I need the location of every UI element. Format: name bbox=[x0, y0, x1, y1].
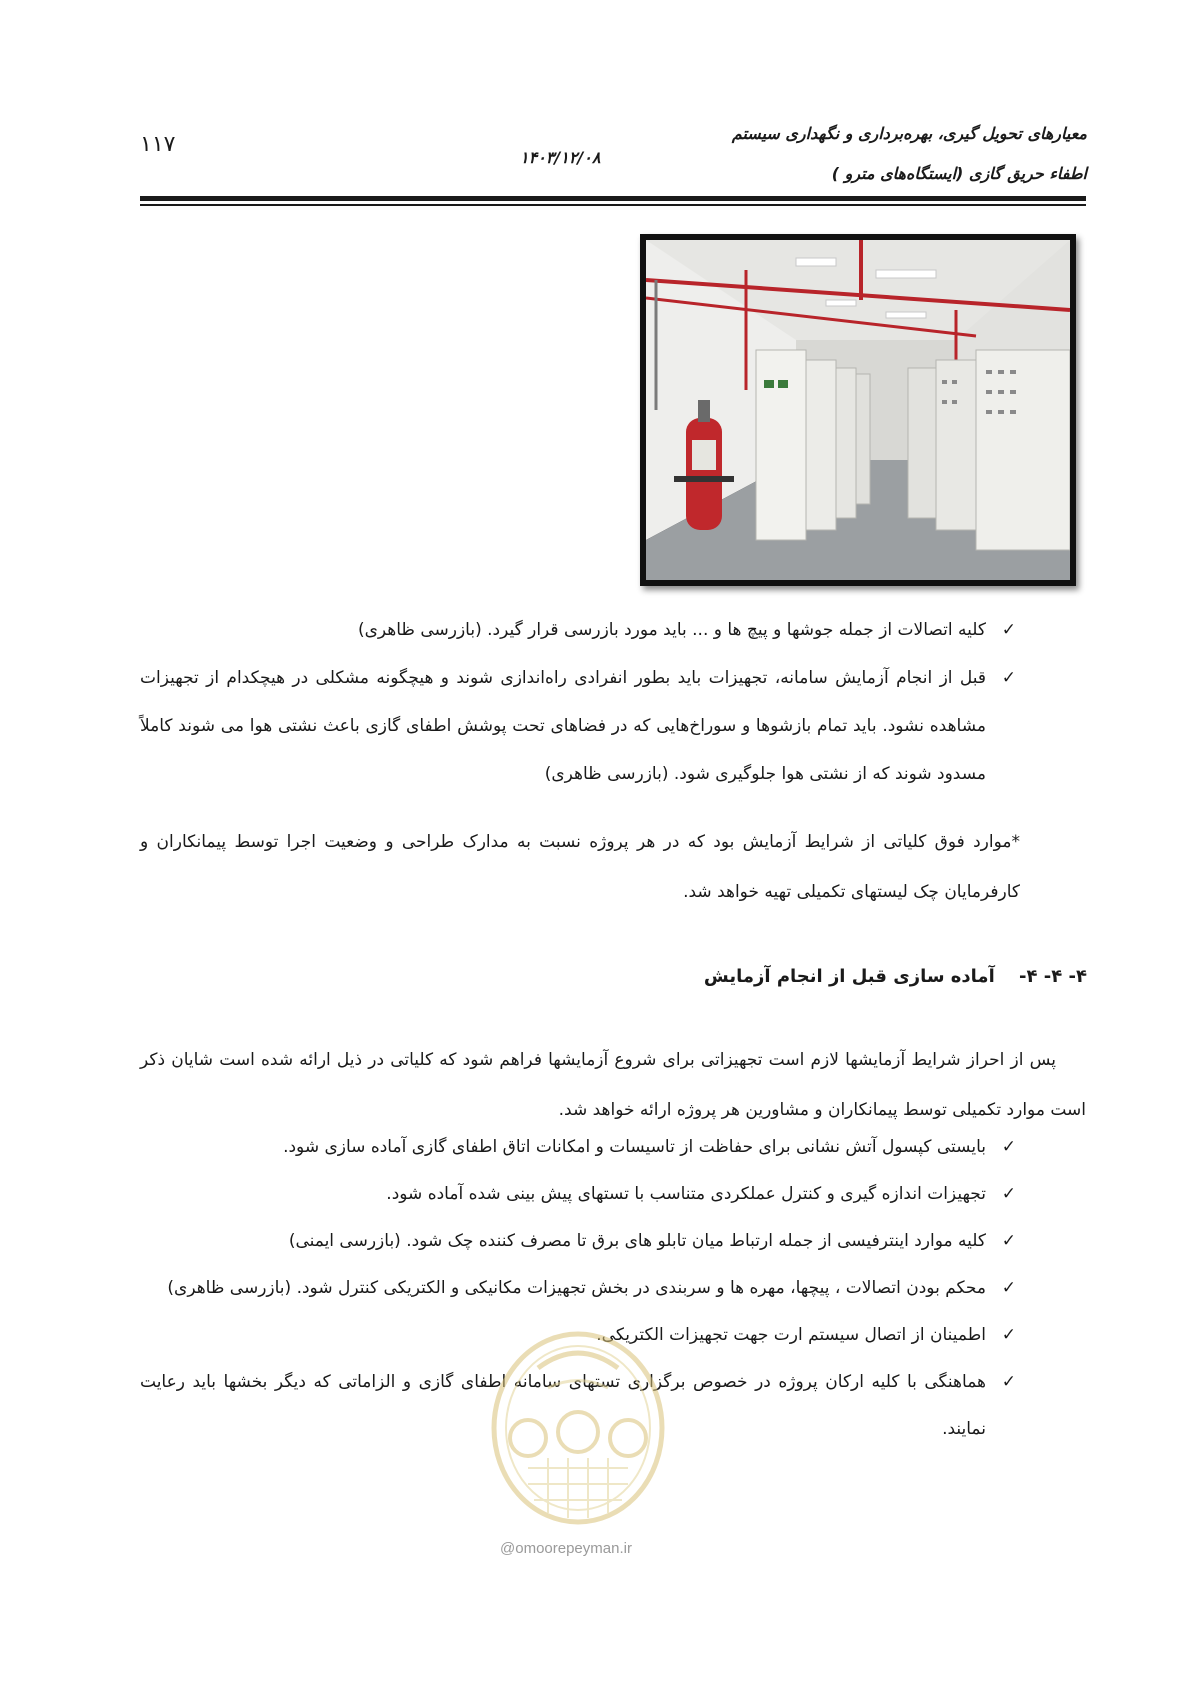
checkmark-icon: ✓ bbox=[1001, 1325, 1016, 1345]
list-item-text: اطمینان از اتصال سیستم ارت جهت تجهیزات الکتریکی. bbox=[596, 1325, 986, 1345]
section-number: ۴- ۴- ۴- bbox=[1019, 966, 1087, 987]
gas-suppression-room-photo bbox=[640, 234, 1076, 586]
list-item-text: تجهیزات اندازه گیری و کنترل عملکردی متناسب با تستهای پیش بینی شده آماده شود. bbox=[386, 1184, 986, 1204]
section-intro-paragraph: پس از احراز شرایط آزمایشها لازم است تجهیزاتی برای شروع آزمایشها فراهم شود که کلیاتی در ذیل ارائه شده است شایان ذکر است موارد تکمیلی توسط پیمانکاران و مشاورین هر پروژه ارائه خواهد شد. bbox=[140, 1050, 1086, 1120]
checkmark-icon: ✓ bbox=[1001, 1137, 1016, 1157]
photo-illustration bbox=[646, 240, 1070, 580]
checkmark-icon: ✓ bbox=[1001, 668, 1016, 688]
header-double-rule bbox=[140, 196, 1086, 206]
checkmark-icon: ✓ bbox=[1001, 620, 1016, 640]
list-item bbox=[140, 1218, 1020, 1265]
checkmark-icon: ✓ bbox=[1001, 1231, 1016, 1251]
list-item bbox=[140, 654, 1020, 798]
list-item-text: کلیه موارد اینترفیسی از جمله ارتباط میان تابلو های برق تا مصرف کننده چک شود. (بازرسی ایمنی) bbox=[288, 1231, 986, 1251]
page-number: ۱۱۷ bbox=[140, 132, 176, 157]
list-item bbox=[140, 1171, 1020, 1218]
header-title-line-1: معیارهای تحویل گیری، بهره‌برداری و نگهداری سیستم bbox=[731, 124, 1087, 143]
watermark-seal-icon bbox=[488, 1328, 668, 1528]
list-item-text: بایستی کپسول آتش نشانی برای حفاظت از تاسیسات و امکانات اتاق اطفای گازی آماده سازی شود. bbox=[283, 1137, 986, 1157]
inspection-checklist bbox=[140, 606, 1020, 798]
header-date: ۱۴۰۳/۱۲/۰۸ bbox=[520, 148, 601, 167]
section-title: آماده سازی قبل از انجام آزمایش bbox=[703, 966, 995, 987]
header-title-line-2: اطفاء حریق گازی (ایستگاه‌های مترو ) bbox=[831, 164, 1087, 183]
list-item-text: محکم بودن اتصالات ، پیچها، مهره ها و سربندی در بخش تجهیزات مکانیکی و الکتریکی کنترل شود. (بازرسی ظاهری) bbox=[167, 1278, 986, 1298]
section-heading bbox=[487, 966, 1087, 987]
list-item bbox=[140, 1124, 1020, 1171]
list-item bbox=[140, 606, 1020, 654]
checkmark-icon: ✓ bbox=[1001, 1278, 1016, 1298]
checkmark-icon: ✓ bbox=[1001, 1184, 1016, 1204]
header-rule-thin bbox=[140, 204, 1086, 206]
watermark-url: @omoorepeyman.ir bbox=[500, 1540, 632, 1557]
checkmark-icon: ✓ bbox=[1001, 1372, 1016, 1392]
list-item-text: کلیه اتصالات از جمله جوشها و پیچ ها و ... باید مورد بازرسی قرار گیرد. (بازرسی ظاهری) bbox=[357, 620, 986, 640]
header-rule-thick bbox=[140, 196, 1086, 201]
note-paragraph: *موارد فوق کلیاتی از شرایط آزمایش بود که در هر پروژه نسبت به مدارک طراحی و وضعیت اجرا توسط پیمانکاران و کارفرمایان چک لیستهای تکمیلی تهیه خواهد شد. bbox=[140, 832, 1020, 902]
list-item-text: قبل از انجام آزمایش سامانه، تجهیزات باید بطور انفرادی راه‌اندازی شوند و هیچگونه مشکلی در هیچکدام از تجهیزات مشاهده نشود. باید تمام بازشوها و سوراخ‌هایی که در فضاهای تحت پوشش اطفای گازی باعث نشتی هوا می شوند کاملاً مسدود شوند که از نشتی هوا جلوگیری شود. (بازرسی ظاهری) bbox=[140, 668, 986, 784]
header-title bbox=[627, 114, 1087, 194]
list-item bbox=[140, 1265, 1020, 1312]
list-item-text: هماهنگی با کلیه ارکان پروژه در خصوص برگزاری تستهای سامانه اطفای گازی و الزاماتی که دیگر بخشها باید رعایت نمایند. bbox=[140, 1372, 986, 1439]
